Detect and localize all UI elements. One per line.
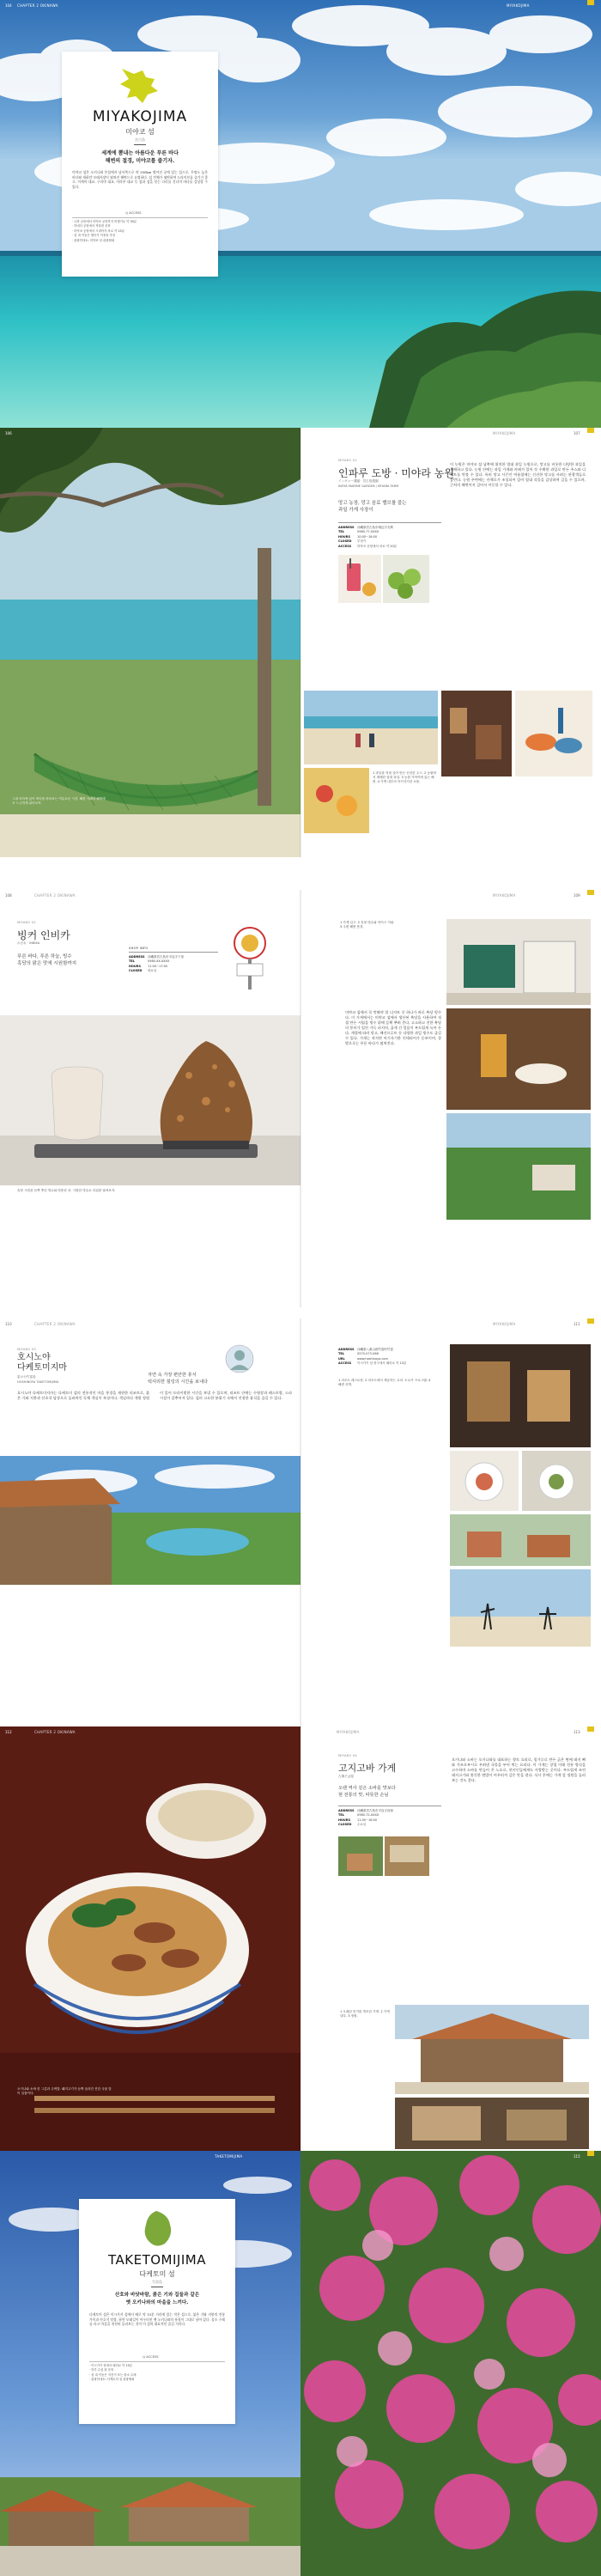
photo-dish-1 bbox=[450, 1451, 519, 1511]
shop-info-label: SHOP INFO bbox=[129, 947, 149, 950]
info-row: TEL 0980-77-XXXX bbox=[338, 530, 379, 534]
chapter-tab bbox=[587, 890, 594, 895]
photo-dish-2 bbox=[522, 1451, 591, 1511]
island-korean-name: 다케토미 섬 bbox=[139, 2270, 175, 2278]
right-page bbox=[300, 428, 601, 857]
left-running-head: CHAPTER 2 OKINAWA bbox=[17, 3, 58, 8]
section-label: MIYAKO 01 bbox=[338, 459, 357, 462]
clock-icon: ◷ bbox=[143, 2355, 147, 2359]
info-row: TEL 0570-073-066 bbox=[338, 1352, 379, 1356]
page-number: 111 bbox=[574, 1322, 580, 1326]
hotel-heading-japanese: 星のや竹富島 bbox=[17, 1375, 36, 1379]
island-lead: 세계에 뽐내는 아름다운 푸른 바다 해변의 절경, 미야코를 즐기자. bbox=[101, 150, 179, 164]
shop-heading-japanese: インギャー農園 · 宮古島農園 bbox=[338, 479, 379, 483]
island-description: 다케토미 섬은 이시가키 섬에서 배로 약 15분 거리에 있는 작은 섬으로, 붉은 기와 지붕의 전통 가옥과 산호석 담장, 하얀 모래길이 어우러진 옛 오키나와의 풍경이 그대로 남아 있다. 물소 수레를 타고 마을을 천천히 둘러보는 것이 이 섬의 대표적인 즐길 거리다. bbox=[89, 2312, 225, 2327]
photo-coastal-garden bbox=[446, 1113, 591, 1220]
photo-resort-exterior bbox=[450, 1514, 591, 1566]
page-number: 109 bbox=[574, 893, 580, 898]
running-head: MIYAKOJIMA bbox=[493, 1322, 516, 1326]
section-label: MIYAKO 02 bbox=[17, 921, 36, 924]
photo-fruit-display bbox=[304, 768, 369, 833]
page-number: 106 bbox=[5, 431, 12, 435]
photo-captions: 1 리조트 레스토랑. 2 리조트에서 제공하는 요리. 3 요가 프로그램. 4 해변 산책. bbox=[338, 1379, 431, 1386]
page-number: 113 bbox=[574, 1730, 580, 1734]
photo-beach-visitors bbox=[304, 691, 438, 764]
left-page bbox=[0, 1318, 300, 1727]
shop-heading: 빙커 인비카 bbox=[17, 929, 70, 941]
access-item: · 섬 내 이동은 자전거 또는 물소 수레 bbox=[89, 2372, 137, 2377]
info-row: ADDRESS 沖縄県宮古島市平良字西里 bbox=[338, 1809, 393, 1812]
info-row: ACCESS 미야코 공항에서 차로 약 20분 bbox=[338, 544, 398, 548]
photo-fruit-bowls bbox=[515, 691, 592, 776]
page-number: 107 bbox=[574, 431, 580, 435]
section-label: MIYAKO 04 bbox=[338, 1754, 357, 1757]
right-page bbox=[300, 890, 601, 1307]
hotel-body-column-1: 호시노야 다케토미지마는 다케토미 섬의 전통적인 마을 풍경을 재현한 리조트로, 붉은 기와 지붕과 산호석 담장으로 둘러싸인 독채 객실이 특징이다. 객실마다 개별 정원이 있어 프라이빗한 시간을 보낼 수 있으며, 리조트 안에는 수영장과 레스토랑, 스파 시설이 갖추어져 있다. 섬의 고요한 분위기 속에서 진정한 휴식을 즐길 수 있다. bbox=[17, 1391, 292, 1400]
spread-taketomijima-intro bbox=[0, 2151, 601, 2576]
shop-info bbox=[338, 1809, 445, 1828]
access-divider bbox=[72, 217, 208, 218]
chapter-tab bbox=[587, 428, 594, 433]
island-japanese-name: 竹富島 bbox=[152, 2280, 162, 2284]
spread-inbika-shaved-ice bbox=[0, 890, 601, 1307]
info-row: URL www.hoshinoya.com bbox=[338, 1356, 388, 1361]
page-number: 108 bbox=[5, 893, 12, 898]
shop-lead: 오랜 역사 깊은 소바를 맛보다 현 전통의 맛, 따뜻한 손님 bbox=[338, 1786, 396, 1798]
access-item: · 나하 공항에서 미야코 공항까지 비행기로 약 50분 bbox=[72, 220, 137, 223]
photo-shop-garden-small bbox=[338, 1836, 383, 1876]
info-row: TEL 0980-72-XXXX bbox=[338, 1813, 379, 1818]
photo-shop-veranda bbox=[395, 2098, 589, 2149]
left-page bbox=[0, 1726, 300, 2151]
spread-soba-shop bbox=[0, 1726, 601, 2151]
right-running-head: MIYAKOJIMA bbox=[507, 3, 530, 8]
photo-resort-restaurant bbox=[450, 1344, 591, 1447]
spread-ingya-farm bbox=[0, 428, 601, 857]
info-row: ADDRESS 沖縄県八重山郡竹富町竹富 bbox=[338, 1348, 393, 1351]
photo-yoga-beach bbox=[450, 1569, 591, 1647]
info-row: CLOSED 화요일 bbox=[129, 969, 157, 973]
shop-sign-icon bbox=[230, 924, 270, 993]
shop-heading-japanese: 古謝そば屋 bbox=[338, 1775, 354, 1778]
photo-shop-interior-small bbox=[385, 1836, 429, 1876]
left-page bbox=[0, 428, 300, 857]
info-row: ADDRESS 沖縄県宮古島市平良字下里 bbox=[129, 955, 184, 959]
shop-info bbox=[338, 526, 441, 549]
running-head: MIYAKOJIMA bbox=[337, 1730, 360, 1734]
hotel-info bbox=[338, 1348, 441, 1367]
shop-heading-japanese: かき氷 · INBIKA bbox=[17, 941, 40, 945]
photo-caption: 그네 의자에 앉아 바다를 바라보는 여유로운 시간. 해변 카페의 해먹에서 느긋하게 쉬어보자. bbox=[12, 797, 106, 805]
running-head: CHAPTER 2 OKINAWA bbox=[34, 1322, 76, 1326]
photo-iced-coffee bbox=[446, 1008, 591, 1110]
photo-captions: 1 과일을 직접 갈아 만든 신선한 주스. 2 농원에서 재배한 열대 과일. 3 농원 가까이에 있는 해변. 4 가게 내부의 아기자기한 소품. bbox=[373, 771, 436, 783]
shop-lead: 푸른 바다, 푸른 하늘, 빙수 흑당의 맑은 맛에 시원함까지 bbox=[17, 954, 77, 966]
access-item: · 관광안내소: 미야코 섬 관광협회 bbox=[72, 238, 115, 242]
photo-resort-pool bbox=[0, 1456, 300, 1585]
left-page bbox=[0, 890, 300, 1307]
island-intro-card bbox=[79, 2199, 235, 2424]
article-body: 미야코 섬에서 꼭 맛봐야 할 디저트 중 하나가 바로 흑당 빙수다. 이 가게에서는 미야코 섬에서 생산된 흑당을 사용하여 직접 만든 시럽을 빙수 위에 듬뿍 뿌려 준다. 고소하고 진한 흑당의 풍미가 입안 가득 퍼지며, 곱게 간 얼음이 부드럽게 녹아 든다. 계절에 따라 망고, 패션프루트 등 다양한 과일 빙수도 즐길 수 있다. 가게는 작지만 아기자기한 인테리어가 돋보이며, 창밖으로는 푸른 바다가 펼쳐진다. bbox=[345, 1010, 441, 1045]
info-row: TEL 0980-XX-XXXX bbox=[129, 959, 170, 964]
photo-old-house-shop bbox=[395, 2005, 589, 2094]
clock-icon: ◷ bbox=[125, 211, 130, 215]
info-row: HOURS 11:00~16:00 bbox=[338, 1818, 378, 1822]
info-row: ADDRESS 沖縄県宮古島市城辺字友利 bbox=[338, 526, 393, 529]
shop-heading: 고지고바 가게 bbox=[338, 1763, 397, 1774]
access-list bbox=[72, 220, 208, 243]
card-divider bbox=[134, 144, 146, 145]
author-avatar bbox=[225, 1344, 254, 1373]
info-row: HOURS 10:00~18:00 bbox=[338, 534, 378, 539]
access-list bbox=[89, 2364, 225, 2383]
page-number: 110 bbox=[5, 1322, 12, 1326]
info-divider bbox=[129, 952, 218, 953]
access-item: · 하루 수십 편 운항 bbox=[89, 2368, 114, 2372]
spread-hoshinoya bbox=[0, 1318, 601, 1727]
photo-fruit-juice bbox=[338, 555, 381, 603]
chapter-tab bbox=[587, 1318, 594, 1324]
right-page bbox=[300, 1726, 601, 2151]
island-korean-name: 미야코 섬 bbox=[125, 128, 155, 136]
info-row: CLOSED 수요일 bbox=[338, 1823, 367, 1827]
taketomijima-island-silhouette-icon bbox=[139, 2209, 175, 2249]
photo-caption: 흑당 시럽을 듬뿍 뿌린 빙수와 따뜻한 차. 시원한 빙수로 더위를 날려보자. bbox=[17, 1189, 116, 1192]
access-item: · 하네다 공항에서 직항편 운항 bbox=[72, 224, 111, 228]
access-item: · 미야코 공항에서 시내까지 차로 약 15분 bbox=[72, 228, 124, 233]
article-body: 이 농원은 미야코 섬 남쪽에 위치한 열대 과일 농원으로, 망고를 비롯한 다양한 과일을 재배하고 있다. 농원 안에는 과일 가게와 카페가 있어 갓 수확한 과일로 만든 주스와 디저트를 맛볼 수 있다. 특히 망고 시즌인 여름철에는 신선한 망고를 사려는 관광객들로 붐빈다. 농원 주변에는 산책로가 조성되어 있어 열대 식물을 감상하며 걸을 수 있으며, 근처의 해변까지 걸어서 이동할 수 있다. bbox=[450, 462, 586, 487]
running-head: TAKETOMIJIMA bbox=[215, 2154, 243, 2159]
chapter-tab bbox=[587, 1726, 594, 1732]
hotel-heading-english: HOSHINOYA TAKETOMIJIMA bbox=[17, 1380, 59, 1384]
island-japanese-name: 宮古島 bbox=[135, 137, 145, 142]
access-item: · 이시가키 항에서 페리로 약 15분 bbox=[89, 2364, 133, 2367]
shop-heading: 인파루 도방 · 미야라 농원 bbox=[338, 467, 454, 479]
photo-shop-interior bbox=[441, 691, 512, 776]
chapter-tab bbox=[587, 2151, 594, 2156]
running-head: CHAPTER 2 OKINAWA bbox=[34, 1730, 76, 1734]
access-label: ◷ ACCESS bbox=[125, 211, 142, 215]
spread-miyakojima-intro bbox=[0, 0, 601, 428]
photo-green-fruits bbox=[383, 555, 429, 603]
photo-captions: 1 가게 입구. 2 흑당 빙수와 아이스 커피. 3 주변 해변 풍경. bbox=[340, 921, 395, 929]
photo-bougainvillea bbox=[300, 2151, 601, 2576]
chapter-tab bbox=[587, 0, 594, 5]
left-page-number: 104 bbox=[5, 3, 12, 8]
running-head: MIYAKOJIMA bbox=[493, 893, 516, 898]
info-row: ACCESS 이시가키 섬 항구에서 페리로 약 15분 bbox=[338, 1361, 407, 1366]
island-title: MIYAKOJIMA bbox=[92, 108, 188, 125]
running-head: MIYAKOJIMA bbox=[493, 431, 516, 435]
photo-brown-sugar-shaved-ice bbox=[0, 1015, 300, 1185]
info-row: CLOSED 부정기 bbox=[338, 539, 367, 544]
photo-caption: 오키나와 소바 한 그릇과 주먹밥. 돼지고기가 듬뿍 올라간 진한 국물 맛이 일품이다. bbox=[17, 2087, 112, 2095]
photo-captions: 1 오래된 민가를 개조한 가게. 2 가게 내부. 3 정원. bbox=[340, 2010, 390, 2018]
photo-shop-entrance bbox=[446, 919, 591, 1005]
page-number: 112 bbox=[5, 1730, 12, 1734]
shop-lead: 망고 농장, 망고 음료 밸브를 즐는 과일 가게 사장이 bbox=[338, 501, 407, 513]
miyakojima-island-silhouette-icon bbox=[117, 65, 163, 105]
shop-info bbox=[129, 955, 223, 974]
island-title: TAKETOMIJIMA bbox=[108, 2252, 206, 2268]
access-divider bbox=[89, 2361, 225, 2362]
island-intro-card bbox=[62, 52, 218, 277]
access-item: · 관광안내소: 다케토미 섬 관광협회 bbox=[89, 2378, 135, 2382]
photo-hammock-by-sea bbox=[0, 428, 300, 857]
running-head: CHAPTER 2 OKINAWA bbox=[34, 893, 76, 898]
island-lead: 산호와 바닷바람, 붉은 기와 집들과 같은 옛 오키나와의 마을을 느끼다. bbox=[114, 2293, 200, 2305]
right-page bbox=[300, 1318, 601, 1727]
shop-heading-english: INGYA MARINE GARDEN / MIYARA FARM bbox=[338, 484, 399, 488]
island-description: 미야코 섬은 오키나와 본섬에서 남서쪽으로 약 300km 떨어진 곳에 있는 섬으로, 투명도 높은 바다와 새하얀 모래사장이 펼쳐진 해변으로 유명하다. 섬 전체가 평탄하여 드라이브를 즐기기 좋고, 이케마 대교, 구리마 대교, 이라부 대교 등 섬과 섬을 잇는 다리를 건너며 바다를 감상할 수 있다. bbox=[72, 170, 208, 189]
info-divider bbox=[338, 522, 441, 523]
access-label: ◷ ACCESS bbox=[143, 2355, 159, 2359]
hotel-lead: 자연 속 가장 편안한 휴식 럭셔리한 힐링의 시간을 보내다 bbox=[148, 1373, 209, 1385]
hotel-heading: 호시노야 다케토미지마 bbox=[17, 1353, 67, 1373]
article-body: 오키나와 소바는 오키나와를 대표하는 향토 요리로, 밀가루로 만든 굵은 면에 돼지 뼈와 가쓰오부시로 우려낸 국물을 부어 먹는 요리다. 이 가게는 창업 이래 전통 방식을 고수하며 소바를 만들어 온 노포로, 현지인들에게도 사랑받는 곳이다. 부드럽게 조린 돼지고기와 쫄깃한 면발이 어우러져 깊은 맛을 낸다. 식사 후에는 가게 앞 정원을 둘러보는 것도 좋다. bbox=[452, 1757, 586, 1782]
section-label: MIYAKO 03 bbox=[17, 1348, 36, 1351]
page-number: 115 bbox=[574, 2154, 580, 2159]
access-item: · 섬 내 이동은 렌터카 이용을 추천 bbox=[72, 234, 116, 238]
info-row: HOURS 11:00~17:00 bbox=[129, 964, 168, 968]
